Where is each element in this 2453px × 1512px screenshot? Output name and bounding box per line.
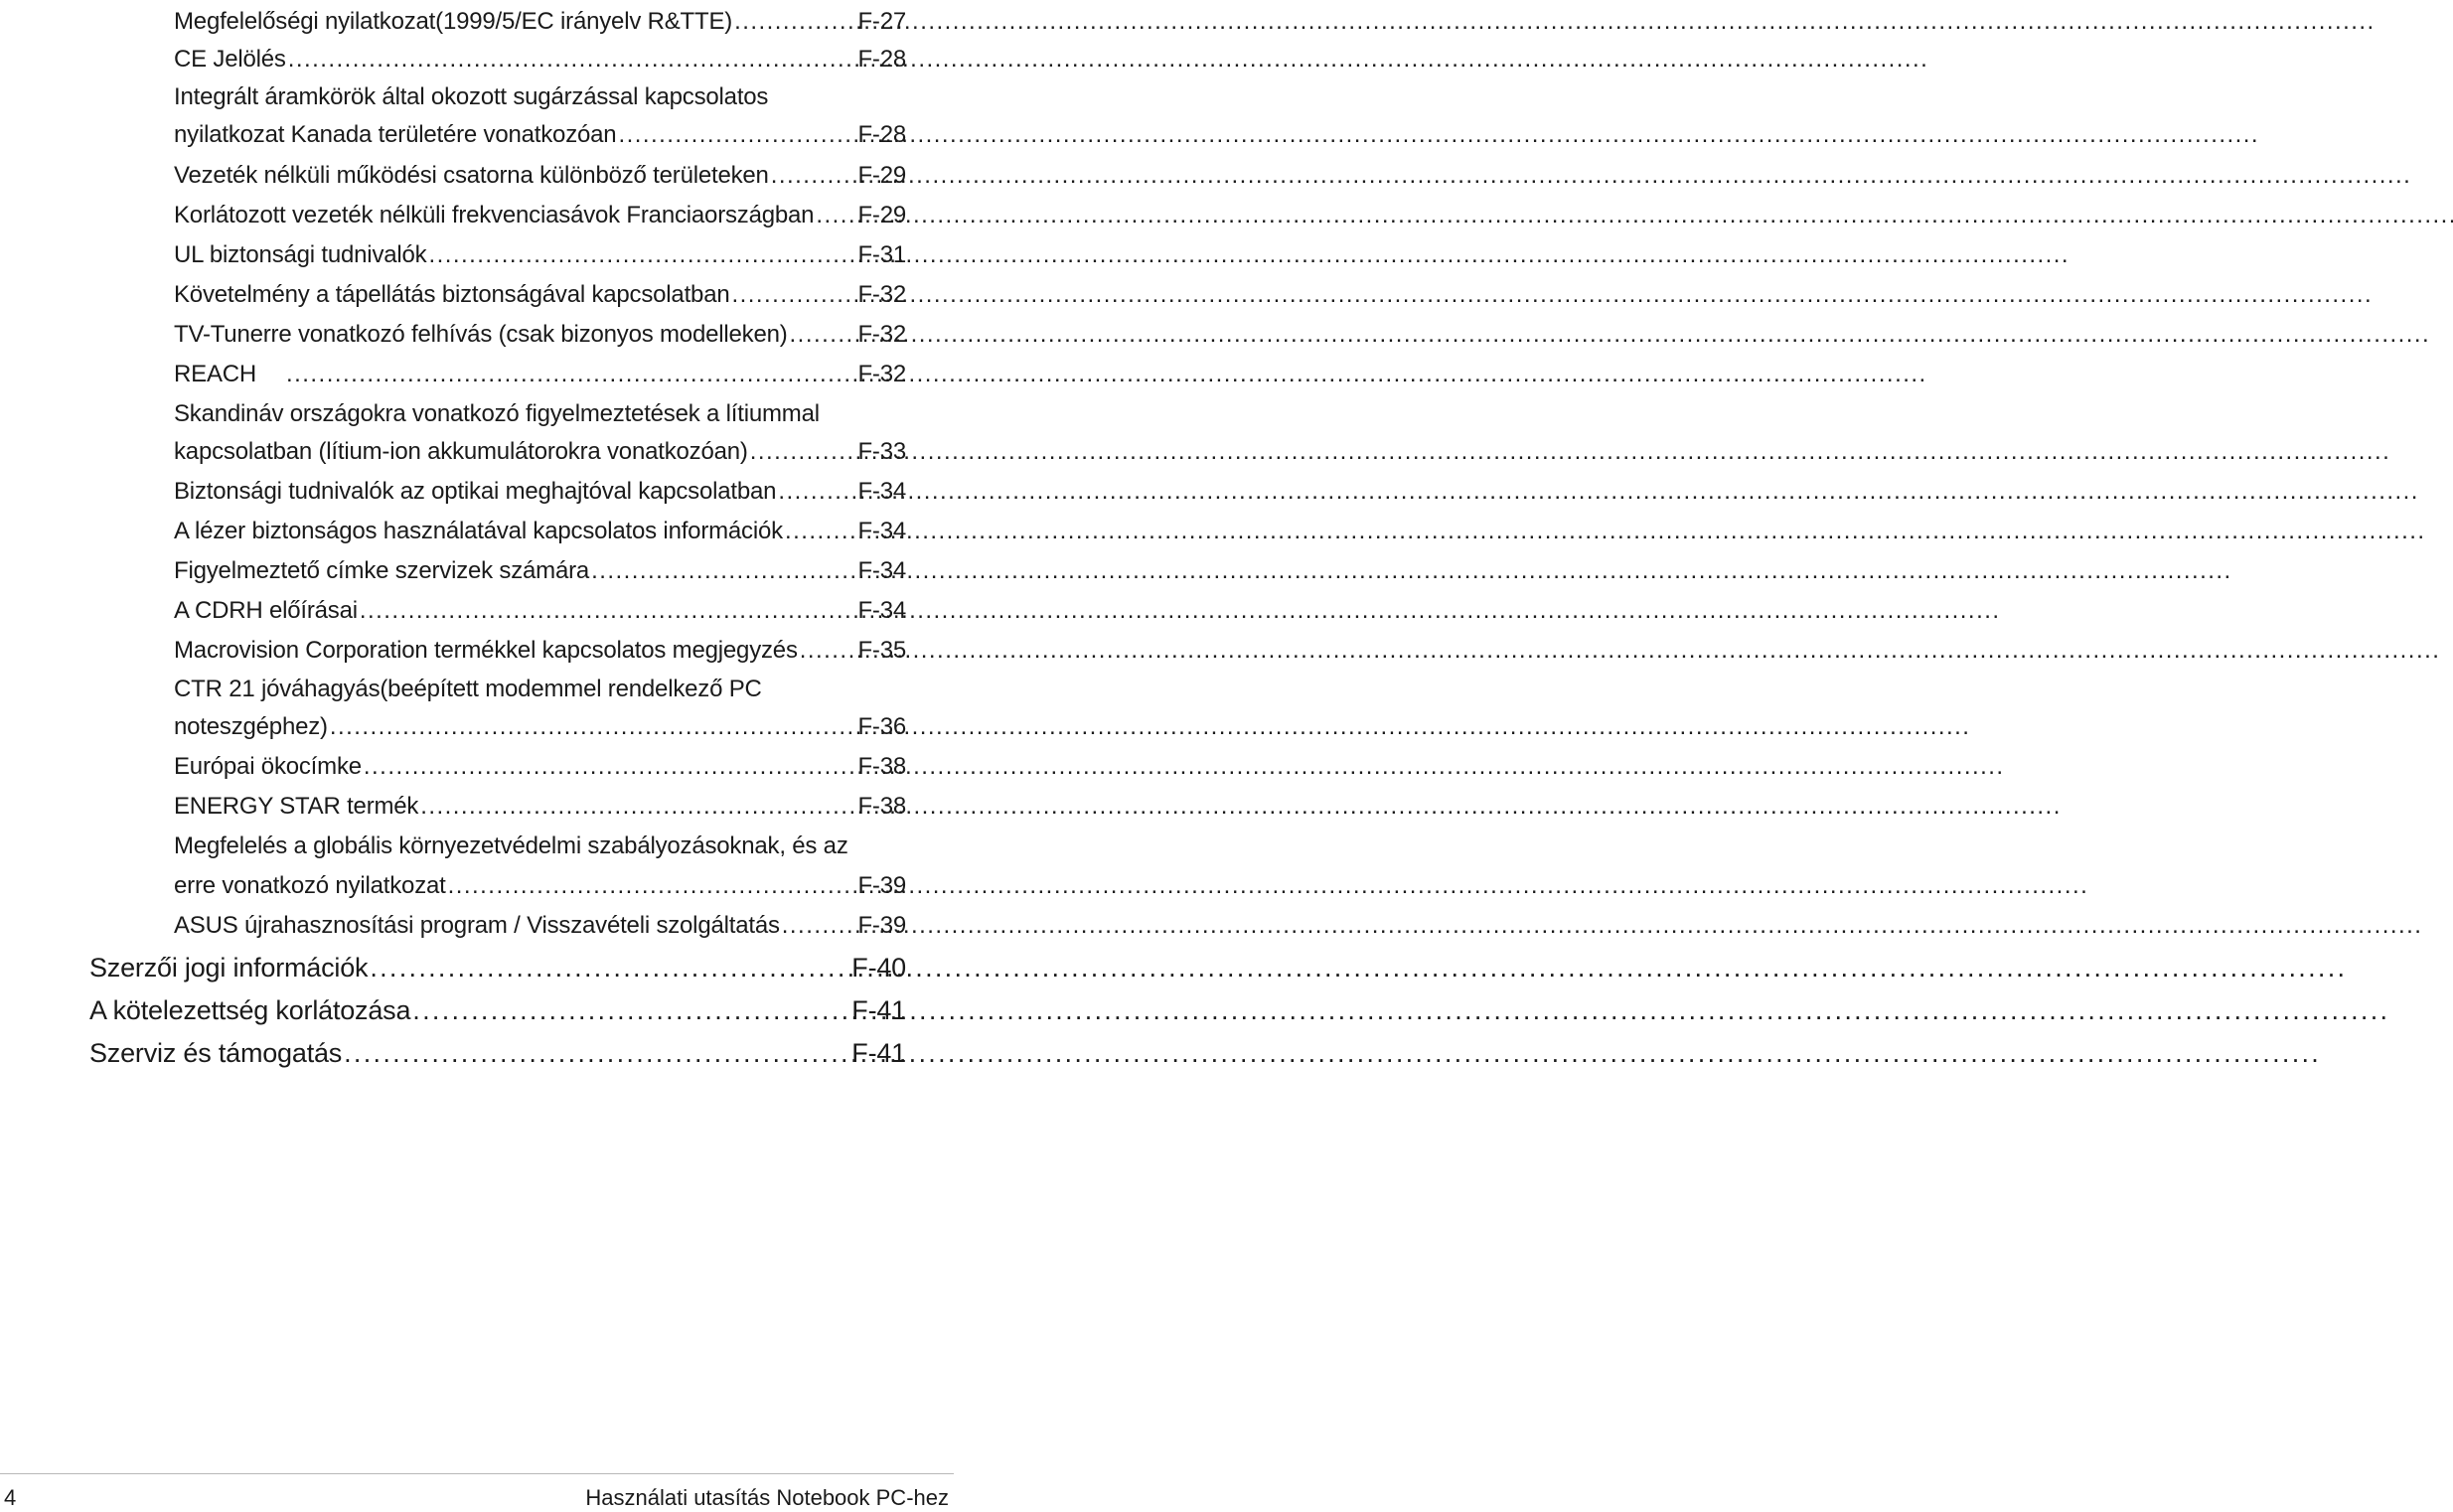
dot-leader	[782, 906, 856, 946]
manual-title: Használati utasítás Notebook PC-hez	[585, 1485, 949, 1510]
toc-entry-title-line1: CTR 21 jóváhagyás(beépített modemmel rendelkező PC	[174, 676, 762, 702]
dot-leader	[771, 156, 856, 196]
toc-entry-page: F-28	[857, 46, 906, 73]
toc-entry-page: F-35	[857, 637, 906, 664]
dot-leader	[785, 512, 855, 551]
toc-entry[interactable]	[174, 472, 906, 512]
dot-leader	[750, 432, 856, 472]
toc-entry-page: F-31	[857, 241, 906, 268]
toc-entry-page: F-33	[857, 438, 906, 465]
toc-entry[interactable]	[174, 670, 906, 747]
dot-leader	[591, 551, 855, 591]
toc-entry[interactable]	[174, 512, 906, 551]
toc-entry-page: F-34	[857, 557, 906, 584]
dot-leader	[344, 1031, 849, 1075]
toc-entry-title: Figyelmeztető címke szervizek számára	[174, 557, 590, 584]
toc-entry-title: A CDRH előírásai	[174, 597, 358, 624]
toc-entry-title: Európai ökocímke	[174, 753, 362, 780]
toc-entry[interactable]	[174, 77, 906, 155]
toc-entry-title: Követelmény a tápellátás biztonságával kapcsolatban	[174, 281, 730, 308]
toc-entry-page: F-38	[857, 753, 906, 780]
dot-leader	[412, 988, 849, 1032]
toc-entry-title: erre vonatkozó nyilatkozat	[174, 872, 446, 899]
page-number: 4	[4, 1485, 17, 1510]
toc-entry[interactable]	[174, 2, 906, 42]
dot-leader	[286, 355, 855, 394]
toc-entry-page: F-34	[857, 518, 906, 544]
toc-entry[interactable]	[174, 275, 906, 315]
toc-entry-page: F-38	[857, 793, 906, 820]
dot-leader	[448, 866, 856, 906]
toc-entry[interactable]	[174, 906, 906, 946]
dot-leader	[370, 946, 849, 989]
toc-entry-title: Macrovision Corporation termékkel kapcsolatos megjegyzés	[174, 637, 798, 664]
dot-leader	[800, 631, 856, 671]
toc-entry-page: F-29	[857, 162, 906, 189]
dot-leader	[420, 787, 855, 827]
dot-leader	[734, 2, 855, 42]
toc-main-entry[interactable]	[89, 946, 906, 989]
toc-entry-title: nyilatkozat Kanada területére vonatkozóan	[174, 121, 617, 148]
toc-entry[interactable]	[174, 156, 906, 196]
toc-entry-page: F-39	[857, 912, 906, 939]
toc-entry-page: F-32	[857, 361, 906, 387]
toc-entry[interactable]	[174, 394, 906, 472]
toc-entry-page: F-36	[857, 713, 906, 740]
toc-entry-page: F-34	[857, 478, 906, 505]
toc-entry[interactable]	[174, 355, 906, 394]
dot-leader	[816, 196, 855, 235]
toc-entry-title-line1: Megfelelés a globális környezetvédelmi szabályozásoknak, és az	[174, 832, 848, 859]
toc-main-entry[interactable]	[89, 1031, 906, 1075]
toc-entry-page: F-34	[857, 597, 906, 624]
dot-leader	[618, 115, 855, 155]
footer-divider	[0, 1473, 954, 1474]
toc-main-entry-page: F-41	[851, 1038, 906, 1068]
toc-main-entry-title: A kötelezettség korlátozása	[89, 995, 411, 1025]
dot-leader	[732, 275, 856, 315]
dot-leader	[790, 315, 856, 355]
toc-entry-page: F-29	[857, 202, 906, 228]
toc-main-entry-title: Szerviz és támogatás	[89, 1038, 343, 1068]
toc-entry-title: ENERGY STAR termék	[174, 793, 419, 820]
toc-entry-title: A lézer biztonságos használatával kapcsolatos információk	[174, 518, 783, 544]
toc-entry-title: REACH	[174, 361, 257, 387]
toc-entry[interactable]	[174, 196, 906, 235]
toc-entry[interactable]	[174, 315, 906, 355]
toc-entry[interactable]	[174, 827, 906, 906]
dot-leader	[778, 472, 855, 512]
toc-entry-title: ASUS újrahasznosítási program / Visszavételi szolgáltatás	[174, 912, 780, 939]
toc-entry-title: kapcsolatban (lítium-ion akkumulátorokra vonatkozóan)	[174, 438, 748, 465]
dot-leader	[428, 235, 855, 275]
toc-entry[interactable]	[174, 235, 906, 275]
dot-leader	[288, 40, 856, 79]
toc-entry[interactable]	[174, 591, 906, 631]
toc-main-entry-page: F-40	[851, 953, 906, 983]
toc-entry[interactable]	[174, 551, 906, 591]
toc-entry-title: noteszgéphez)	[174, 713, 328, 740]
toc-entry-page: F-27	[857, 8, 906, 35]
toc-entry-title-line1: Skandináv országokra vonatkozó figyelmeztetések a lítiummal	[174, 400, 820, 427]
dot-leader	[364, 747, 856, 787]
toc-entry-title-line1: Integrált áramkörök által okozott sugárzással kapcsolatos	[174, 83, 769, 110]
toc-entry-title: TV-Tunerre vonatkozó felhívás (csak bizonyos modelleken)	[174, 321, 788, 348]
toc-entry-title: UL biztonsági tudnivalók	[174, 241, 427, 268]
toc-entry-title: Vezeték nélküli működési csatorna különböző területeken	[174, 162, 769, 189]
toc-entry-title: Biztonsági tudnivalók az optikai meghajtóval kapcsolatban	[174, 478, 777, 505]
toc-entry[interactable]	[174, 40, 906, 79]
toc-main-entry-page: F-41	[851, 995, 906, 1025]
toc-main-entry[interactable]	[89, 988, 906, 1032]
toc-entry-page: F-32	[857, 321, 906, 348]
toc-entry-title: CE Jelölés	[174, 46, 286, 73]
dot-leader	[360, 591, 856, 631]
toc-entry-title: Megfelelőségi nyilatkozat(1999/5/EC irányelv R&TTE)	[174, 8, 733, 35]
dot-leader	[330, 707, 856, 747]
toc-entry-page: F-39	[857, 872, 906, 899]
toc-entry[interactable]	[174, 631, 906, 671]
toc-entry-page: F-28	[857, 121, 906, 148]
toc-main-entry-title: Szerzői jogi információk	[89, 953, 369, 983]
toc-entry[interactable]	[174, 787, 906, 827]
toc-entry-title: Korlátozott vezeték nélküli frekvenciasávok Franciaországban	[174, 202, 815, 228]
toc-entry[interactable]	[174, 747, 906, 787]
toc-entry-page: F-32	[857, 281, 906, 308]
